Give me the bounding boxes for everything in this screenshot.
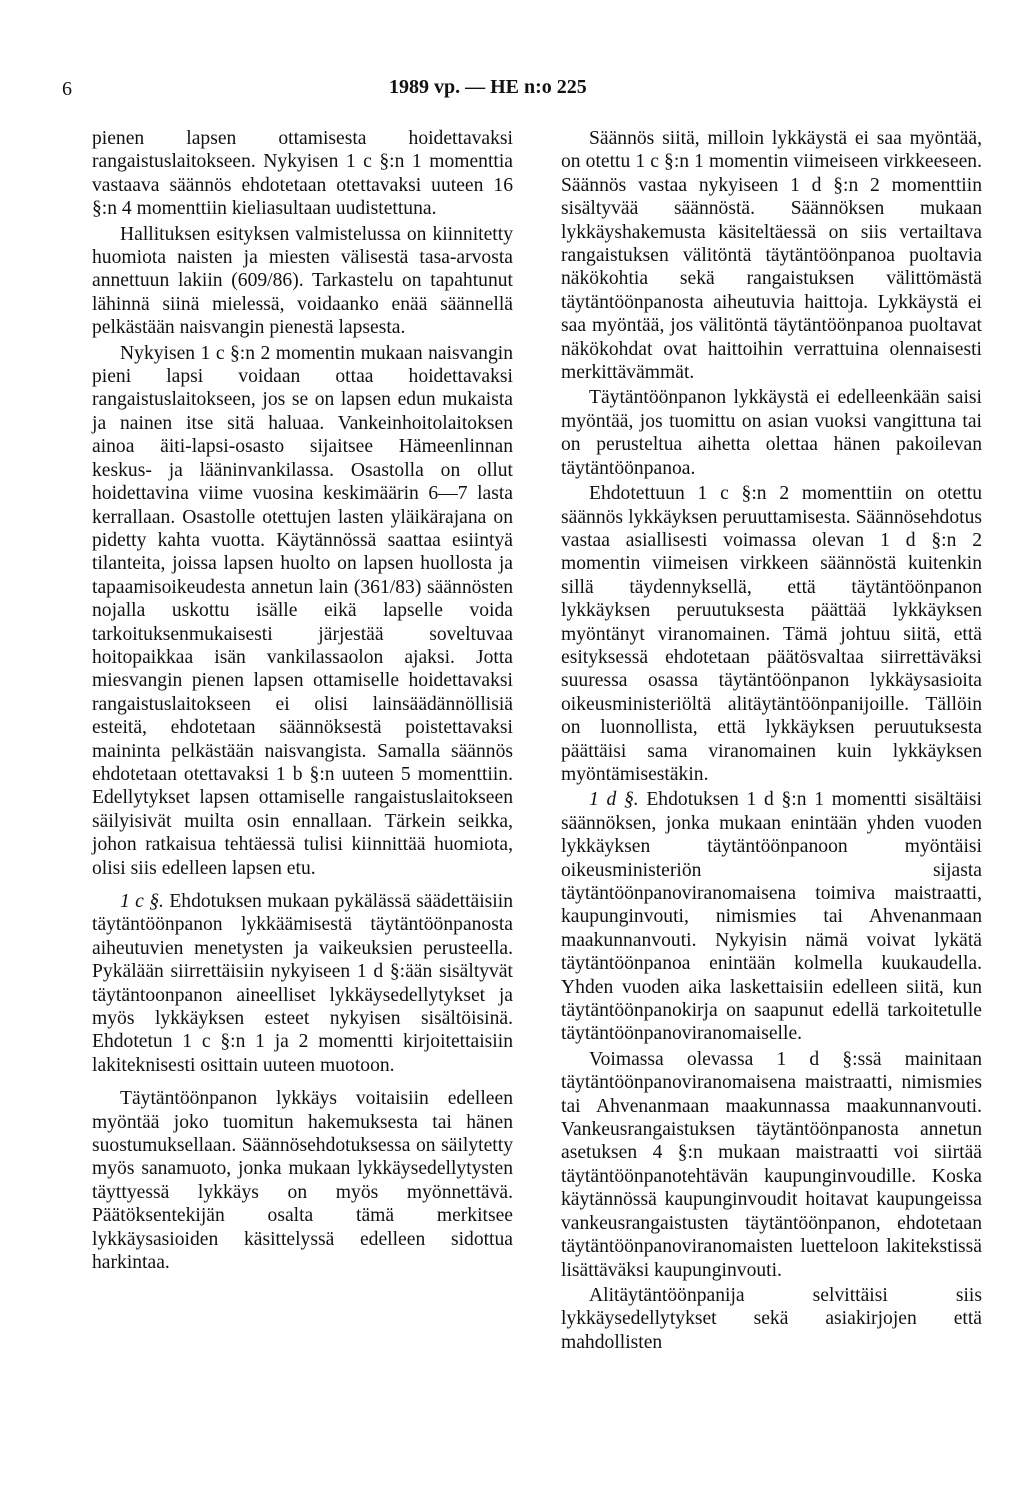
section-label: 1 d §.: [589, 789, 639, 811]
section-paragraph: [92, 890, 513, 1077]
paragraph: Hallituksen esityksen valmistelussa on kiinnitetty huomiota naisten ja miesten välisestä tasa-arvosta annettuun lakiin (609/86). Tarkastelu on tapahtunut lähinnä siinä mielessä, voidaanko enää säännellä pelkästään naisvangin pienestä lapsesta.: [92, 223, 513, 339]
right-column: [561, 127, 982, 1354]
paragraph: Voimassa olevassa 1 d §:ssä mainitaan täytäntöönpanoviranomaisena maistraatti, nimismies tai Ahvenanmaan maakunnassa maakunnanvouti. Vankeusrangaistuksen täytäntöönpanosta annetun asetuksen 4 §:n mukaan maistraatti voi siirtää täytäntöönpanotehtävän kaupunginvoudille. Koska käytännössä kaupunginvoudit hoitavat kaupungeissa vankeusrangaistusten täytäntöönpanon, ehdotetaan täytäntöönpanoviranomaisten luetteloon lakitekstissä lisättäväksi kaupunginvouti.: [561, 1048, 982, 1281]
paragraph: pienen lapsen ottamisesta hoidettavaksi rangaistuslaitokseen. Nykyisen 1 c §:n 1 momenttia vastaava säännös ehdotetaan otettavaksi uuteen 16 §:n 4 momenttiin kieliasultaan uudistettuna.: [92, 128, 513, 220]
paragraph: Säännös siitä, milloin lykkäystä ei saa myöntää, on otettu 1 c §:n 1 momentin viimeiseen virkkeeseen. Säännös vastaa nykyiseen 1 d §:n 2 momenttiin sisältyvää säännöstä. Säännöksen mukaan lykkäyshakemusta käsiteltäessä on siis vertailtava rangaistuksen välitöntä täytäntöönpanoa puoltavia näkökohtia sekä rangaistuksen välittömästä täytäntöönpanosta aiheutuvia haittoja. Lykkäystä ei saa myöntää, jos välitöntä täytäntöönpanoa puoltavat näkökohdat ovat haittoihin verrattuina olennaisesti merkittävämmät.: [561, 128, 982, 384]
paragraph: Ehdotettuun 1 c §:n 2 momenttiin on otettu säännös lykkäyksen peruuttamisesta. Säännösehdotus vastaa asiallisesti voimassa olevan 1 d §:n 2 momentin viimeisen virkkeen säännöstä kuitenkin sillä täydennyksellä, että täytäntöönpanon lykkäyksen peruutuksesta päättää lykkäyksen myöntänyt viranomainen. Tämä johtuu siitä, että esityksessä ehdotetaan päätösvaltaa siirrettäväksi suuressa osassa täytäntöönpanon lykkäysasioita oikeusministeriöltä alitäytäntöönpanijoille. Tällöin on luonnollista, että lykkäyksen peruutuksesta päättäisi sama viranomainen kuin lykkäyksen myöntämisestäkin.: [561, 483, 982, 785]
paragraph: Täytäntöönpanon lykkäystä ei edelleenkään saisi myöntää, jos tuomittu on asian vuoksi vangittuna tai on perusteltua aihetta olettaa hänen pakoilevan täytäntöönpanoa.: [561, 387, 982, 479]
section-paragraph: [561, 788, 982, 1045]
page-number: 6: [62, 78, 72, 100]
section-text: Ehdotuksen mukaan pykälässä säädettäisiin täytäntöönpanon lykkäämisestä täytäntöönpanosta aiheutuvien menetysten ja vaikeuksien perusteella. Pykälään siirrettäisiin nykyiseen 1 d §:ään sisältyvät täytäntoonpanon aineelliset lykkäysedellytykset ja myös lykkäyksen esteet nykyisen sisältöisinä. Ehdotetun 1 c §:n 1 ja 2 momentti kirjoitettaisiin lakiteknisesti osittain uuteen muotoon.: [92, 891, 513, 1076]
running-head: 1989 vp. — HE n:o 225: [389, 76, 587, 98]
left-column: [92, 127, 513, 1275]
paragraph: Nykyisen 1 c §:n 2 momentin mukaan naisvangin pieni lapsi voidaan ottaa hoidettavaksi rangaistuslaitokseen, jos se on lapsen edun mukaista ja nainen itse sitä haluaa. Vankeinhoitolaitoksen ainoa äiti-lapsi-osasto sijaitsee Hämeenlinnan keskus- ja lääninvankilassa. Osastolla on ollut hoidettavina viime vuosina keskimäärin 6—7 lasta kerrallaan. Osastolle otettujen lasten yläikärajana on pidetty kahta vuotta. Käytännössä saattaa esiintyä tilanteita, joissa lapsen huolto on lapsen huollosta ja tapaamisoikeudesta annetun lain (361/83) säännösten nojalla uskottu isälle eikä lapselle voida tarkoituksenmukaisesti järjestää soveltuvaa hoitopaikkaa isän vankilassaolon ajaksi. Jotta miesvangin pienen lapsen ottamiselle hoidettavaksi rangaistuslaitokseen ei olisi lainsäädännöllisiä esteitä, ehdotetaan säännöksestä poistettavaksi maininta pelkästään naisvangista. Samalla säännös ehdotetaan otettavaksi 1 b §:n uuteen 5 momenttiin. Edellytykset lapsen ottamiselle rangaistuslaitokseen säilyisivät muilta osin ennallaan. Tärkein seikka, johon ratkaisua tehtäessä tulisi kiinnittää huomiota, olisi siis edelleen lapsen etu.: [92, 342, 513, 879]
section-text: Ehdotuksen 1 d §:n 1 momentti sisältäisi säännöksen, jonka mukaan enintään yhden vuoden lykkäyksen täytäntöönpanoon myöntäisi oikeusministeriön sijasta täytäntöönpanoviranomaisena toimiva maistraatti, kaupunginvouti, nimismies tai Ahvenanmaan maakunnanvouti. Nykyisin nämä voivat lykätä täytäntöönpanoa enintään kolmella kuukaudella. Yhden vuoden aika laskettaisiin edelleen siitä, kun täytäntöönpanokirja on saapunut edellä tarkoitetulle täytäntöönpanoviranomaiselle.: [561, 789, 982, 1045]
paragraph: Täytäntöönpanon lykkäys voitaisiin edelleen myöntää joko tuomitun hakemuksesta tai hänen suostumuksellaan. Säännösehdotuksessa on säilytetty myös sanamuoto, jonka mukaan lykkäysedellytysten täyttyessä lykkäys on myös myönnettävä. Päätöksentekijän osalta tämä merkitsee lykkäysasioiden käsittelyssä edelleen sidottua harkintaa.: [92, 1088, 513, 1274]
paragraph: Alitäytäntöönpanija selvittäisi siis lykkäysedellytykset sekä asiakirjojen että mahdollisten: [561, 1284, 982, 1353]
section-label: 1 c §.: [120, 891, 164, 912]
